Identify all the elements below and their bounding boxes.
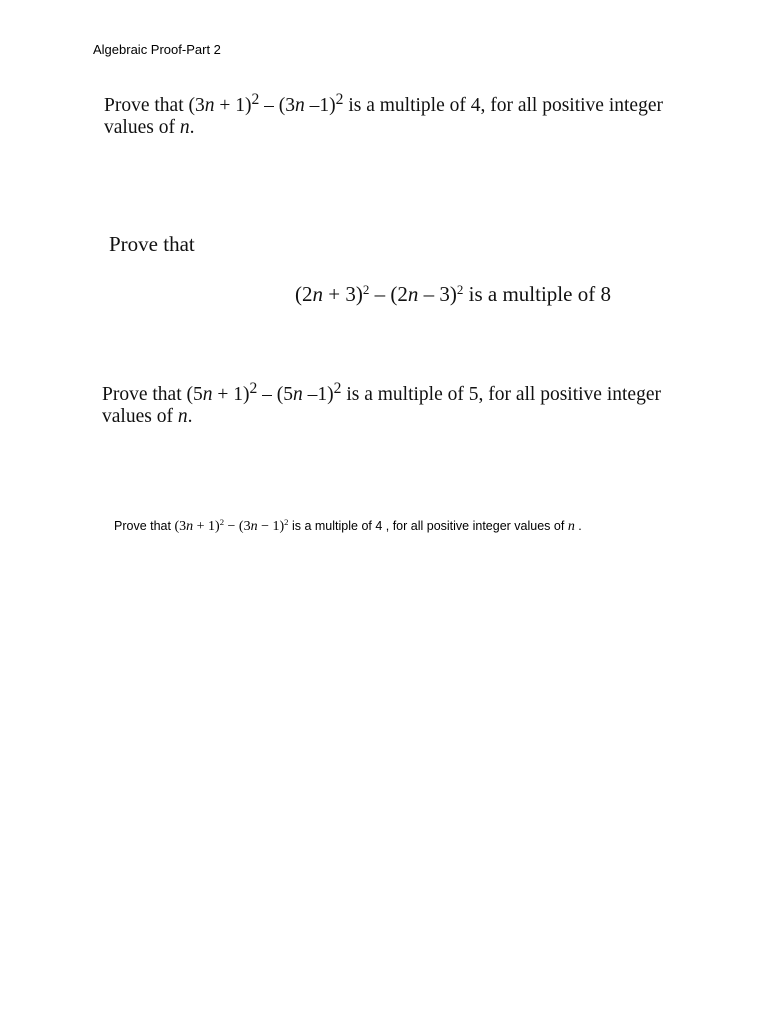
q1-var: n bbox=[204, 95, 215, 116]
q4-var: n bbox=[567, 519, 575, 534]
q1-prefix: Prove that bbox=[104, 95, 184, 116]
q3-var: n bbox=[293, 384, 303, 405]
q3-exp: 2 bbox=[333, 379, 342, 397]
question-1 bbox=[104, 90, 704, 139]
q1-minus: – (3 bbox=[259, 95, 296, 116]
q2-var: n bbox=[407, 282, 419, 306]
q3-term1-open: (5 bbox=[186, 384, 203, 405]
q2-exp: 2 bbox=[456, 281, 464, 297]
q3-minus: – (5 bbox=[257, 384, 294, 405]
question-2-expression bbox=[295, 282, 611, 307]
q1-term2-rest: –1) bbox=[304, 95, 336, 116]
q4-var: n bbox=[250, 519, 258, 534]
q4-term1-rest: + 1) bbox=[193, 519, 220, 534]
page-title: Algebraic Proof-Part 2 bbox=[93, 42, 221, 57]
q2-exp: 2 bbox=[362, 281, 370, 297]
q4-minus: − (3 bbox=[224, 519, 251, 534]
q2-minus: – (2 bbox=[369, 282, 408, 306]
q1-term1-open: (3 bbox=[188, 95, 205, 116]
q1-line2: values of bbox=[104, 117, 175, 138]
q3-term1-rest: + 1) bbox=[212, 384, 250, 405]
q4-term1-open: (3 bbox=[174, 519, 187, 534]
q1-suffix: is a multiple of 4, for all positive integer bbox=[343, 95, 663, 116]
q4-term2-rest: − 1) bbox=[257, 519, 285, 534]
q1-exp: 2 bbox=[335, 90, 344, 108]
q3-var: n bbox=[177, 406, 188, 427]
question-2-lead: Prove that bbox=[109, 232, 195, 256]
q1-var: n bbox=[179, 117, 190, 138]
q3-exp: 2 bbox=[249, 379, 258, 397]
q1-exp: 2 bbox=[251, 90, 260, 108]
question-3 bbox=[102, 379, 702, 428]
q3-term2-rest: –1) bbox=[302, 384, 334, 405]
q3-prefix: Prove that bbox=[102, 384, 182, 405]
q4-exp: 2 bbox=[284, 517, 289, 528]
q4-var: n bbox=[186, 519, 194, 534]
q1-var: n bbox=[295, 95, 305, 116]
q2-term1-rest: + 3) bbox=[323, 282, 363, 306]
q4-suffix: is a multiple of 4 , for all positive integer values of bbox=[288, 519, 568, 533]
q4-exp: 2 bbox=[219, 517, 225, 528]
q4-prefix: Prove that bbox=[114, 519, 175, 533]
q2-term1-open: (2 bbox=[295, 282, 313, 306]
q2-var: n bbox=[312, 282, 323, 306]
q1-end: . bbox=[189, 117, 195, 138]
q2-term2-rest: – 3) bbox=[418, 282, 457, 306]
q3-suffix: is a multiple of 5, for all positive integer bbox=[341, 384, 661, 405]
q1-term1-rest: + 1) bbox=[214, 95, 252, 116]
q2-suffix: is a multiple of 8 bbox=[463, 282, 611, 306]
question-4 bbox=[114, 519, 582, 535]
q3-var: n bbox=[202, 384, 213, 405]
q3-line2: values of bbox=[102, 406, 173, 427]
q4-end: . bbox=[574, 519, 582, 533]
q3-end: . bbox=[187, 406, 193, 427]
